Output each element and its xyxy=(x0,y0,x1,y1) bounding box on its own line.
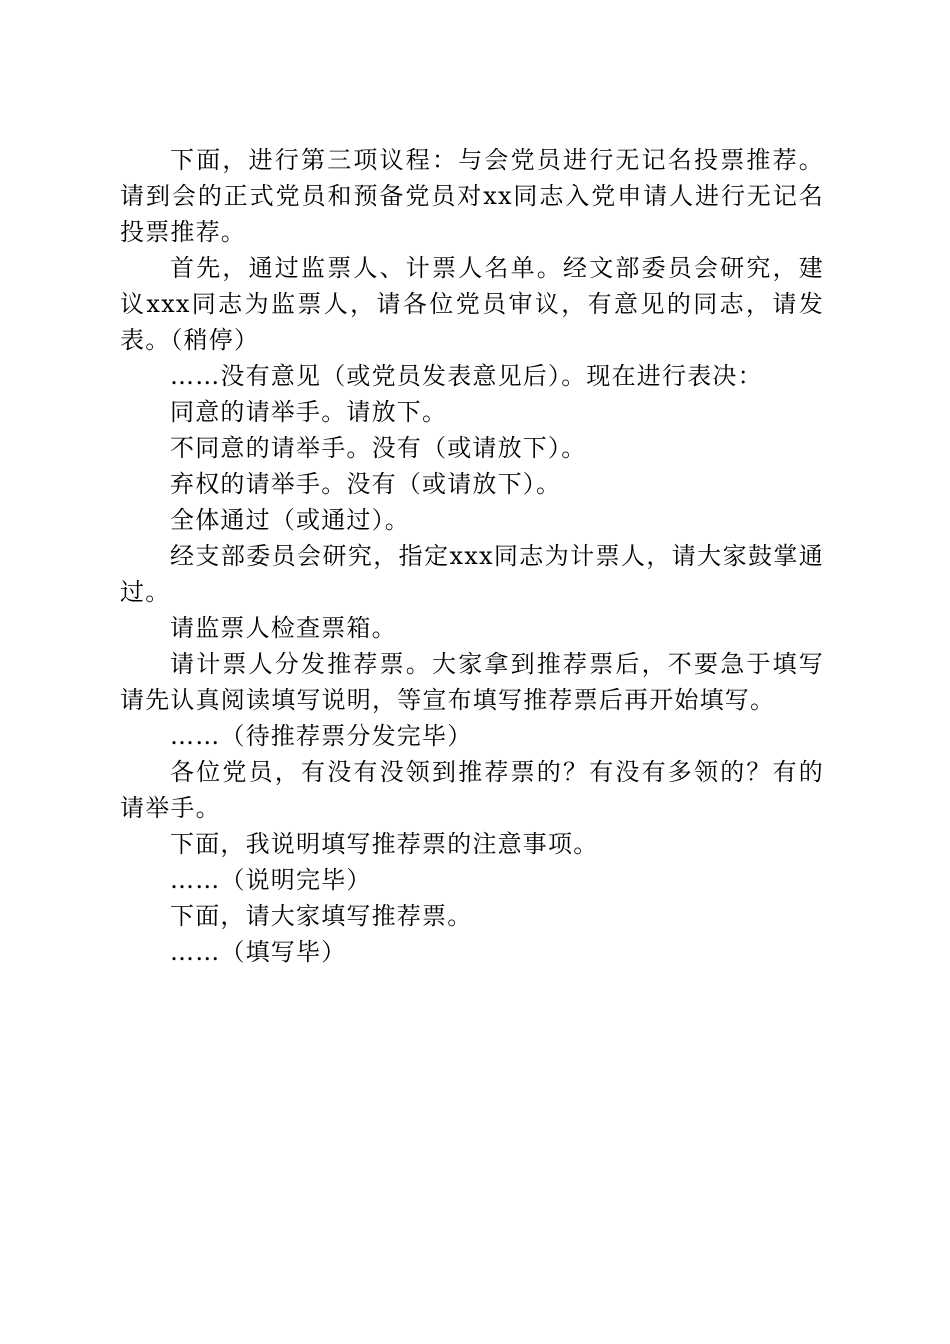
paragraph: 请监票人检查票箱。 xyxy=(170,614,397,642)
paragraph: 下面，请大家填写推荐票。 xyxy=(170,902,473,930)
paragraph: ……没有意见（或党员发表意见后）。现在进行表决： xyxy=(170,362,763,390)
paragraph: 首先，通过监票人、计票人名单。经文部委员会研究，建议xxx同志为监票人，请各位党员审议，有意见的同志，请发表。（稍停） xyxy=(120,254,824,354)
paragraph: ……（说明完毕） xyxy=(170,866,372,894)
paragraph: 下面，进行第三项议程：与会党员进行无记名投票推荐。请到会的正式党员和预备党员对xx同志入党申请人进行无记名投票推荐。 xyxy=(120,146,824,246)
paragraph: 各位党员，有没有没领到推荐票的？有没有多领的？有的请举手。 xyxy=(120,758,824,822)
document-body xyxy=(120,142,824,970)
paragraph: 经支部委员会研究，指定xxx同志为计票人，请大家鼓掌通过。 xyxy=(120,542,824,606)
paragraph: 请计票人分发推荐票。大家拿到推荐票后，不要急于填写请先认真阅读填写说明，等宣布填写推荐票后再开始填写。 xyxy=(120,650,824,714)
paragraph: 下面，我说明填写推荐票的注意事项。 xyxy=(170,830,599,858)
paragraph: 弃权的请举手。没有（或请放下）。 xyxy=(170,470,562,498)
paragraph: 同意的请举手。请放下。 xyxy=(170,398,448,426)
paragraph: 全体通过（或通过）。 xyxy=(170,506,410,534)
paragraph: 不同意的请举手。没有（或请放下）。 xyxy=(170,434,587,462)
paragraph: ……（填写毕） xyxy=(170,938,347,966)
paragraph: ……（待推荐票分发完毕） xyxy=(170,722,473,750)
